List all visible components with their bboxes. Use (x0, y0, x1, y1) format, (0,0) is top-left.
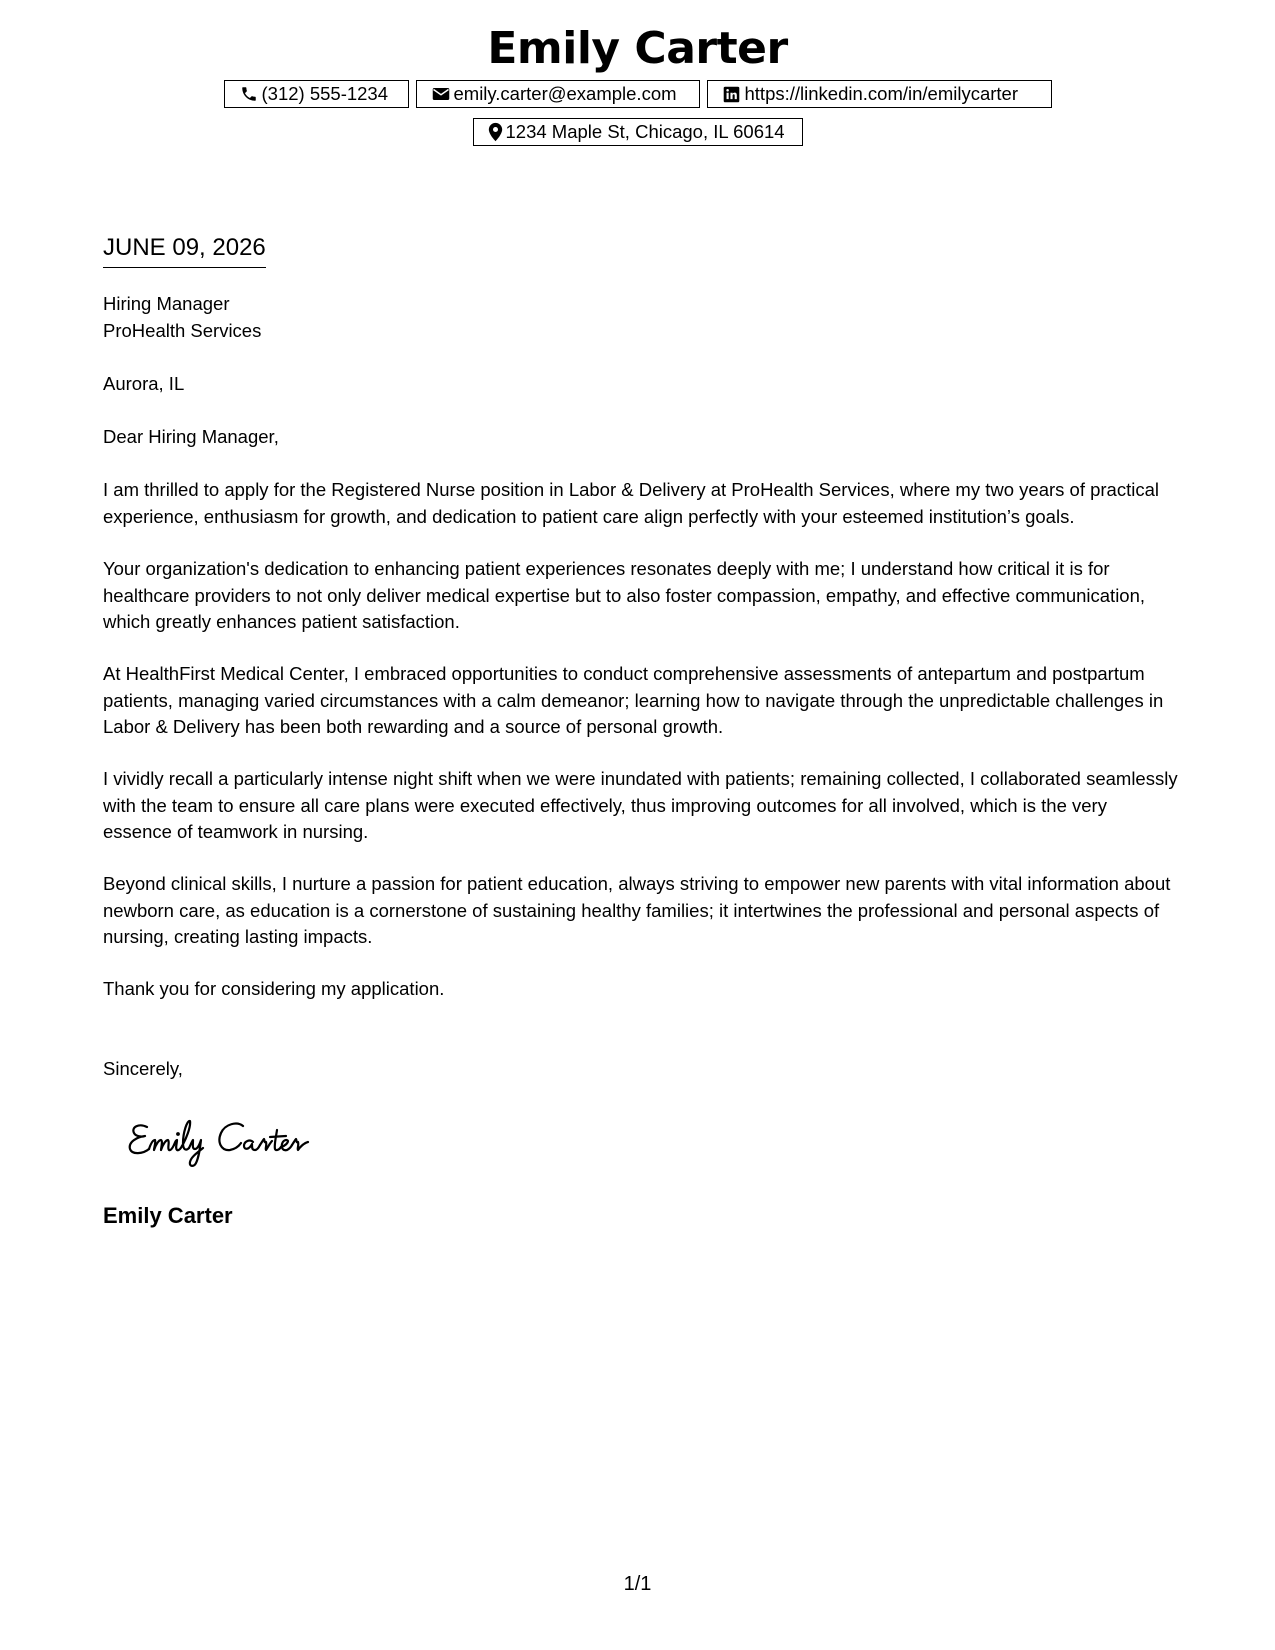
contact-email-text: emily.carter@example.com (453, 83, 677, 104)
contact-row-primary (0, 80, 1275, 108)
recipient-title: Hiring Manager (103, 293, 230, 314)
closing: Sincerely, (103, 1058, 183, 1079)
signature-image (125, 1115, 335, 1175)
linkedin-icon (722, 84, 742, 104)
phone-icon (239, 84, 259, 104)
recipient-block (103, 291, 1178, 344)
recipient-company: ProHealth Services (103, 319, 262, 341)
page-title: Emily Carter (487, 23, 788, 74)
contact-linkedin-text: https://linkedin.com/in/emilycarter (744, 83, 1018, 104)
page-indicator: 1/1 (623, 1573, 652, 1595)
paragraph-1: I am thrilled to apply for the Registered Nurse position in Labor & Delivery at ProHealth Services, where my two years of practical experience, enthusiasm for growth, and dedication to patient care align perfectly with your esteemed institution’s goals. (103, 479, 1159, 527)
contact-phone[interactable] (224, 80, 409, 108)
recipient-location: Aurora, IL (103, 373, 185, 394)
paragraph-2: Your organization's dedication to enhancing patient experiences resonates deeply with me; I understand how critical it is for healthcare providers to not only deliver medical expertise but to also foster compassion, empathy, and effective communication, which greatly enhances patient satisfaction. (103, 558, 1146, 632)
contact-linkedin[interactable] (707, 80, 1052, 108)
letter-date: JUNE 09, 2026 (103, 233, 266, 268)
envelope-icon (431, 84, 451, 104)
signer-name: Emily Carter (103, 1203, 233, 1228)
salutation: Dear Hiring Manager, (103, 426, 279, 447)
contact-email[interactable] (416, 80, 700, 108)
map-marker-icon (488, 122, 503, 142)
contact-phone-text: (312) 555-1234 (261, 83, 389, 104)
paragraph-6: Thank you for considering my application. (103, 978, 445, 999)
contact-address[interactable] (473, 118, 803, 146)
contact-row-secondary (0, 118, 1275, 146)
contact-address-text: 1234 Maple St, Chicago, IL 60614 (505, 121, 785, 142)
paragraph-3: At HealthFirst Medical Center, I embraced opportunities to conduct comprehensive assessments of antepartum and postpartum patients, managing varied circumstances with a calm demeanor; learning how to navigate through the unpredictable challenges in Labor & Delivery has been both rewarding and a source of personal growth. (103, 663, 1164, 737)
paragraph-5: Beyond clinical skills, I nurture a passion for patient education, always striving to empower new parents with vital information about newborn care, as education is a cornerstone of sustaining healthy families; it intertwines the professional and personal aspects of nursing, creating lasting impacts. (103, 873, 1171, 947)
paragraph-4: I vividly recall a particularly intense night shift when we were inundated with patients; remaining collected, I collaborated seamlessly with the team to ensure all care plans were executed effectively, thus improving outcomes for all involved, which is the very essence of teamwork in nursing. (103, 768, 1178, 842)
